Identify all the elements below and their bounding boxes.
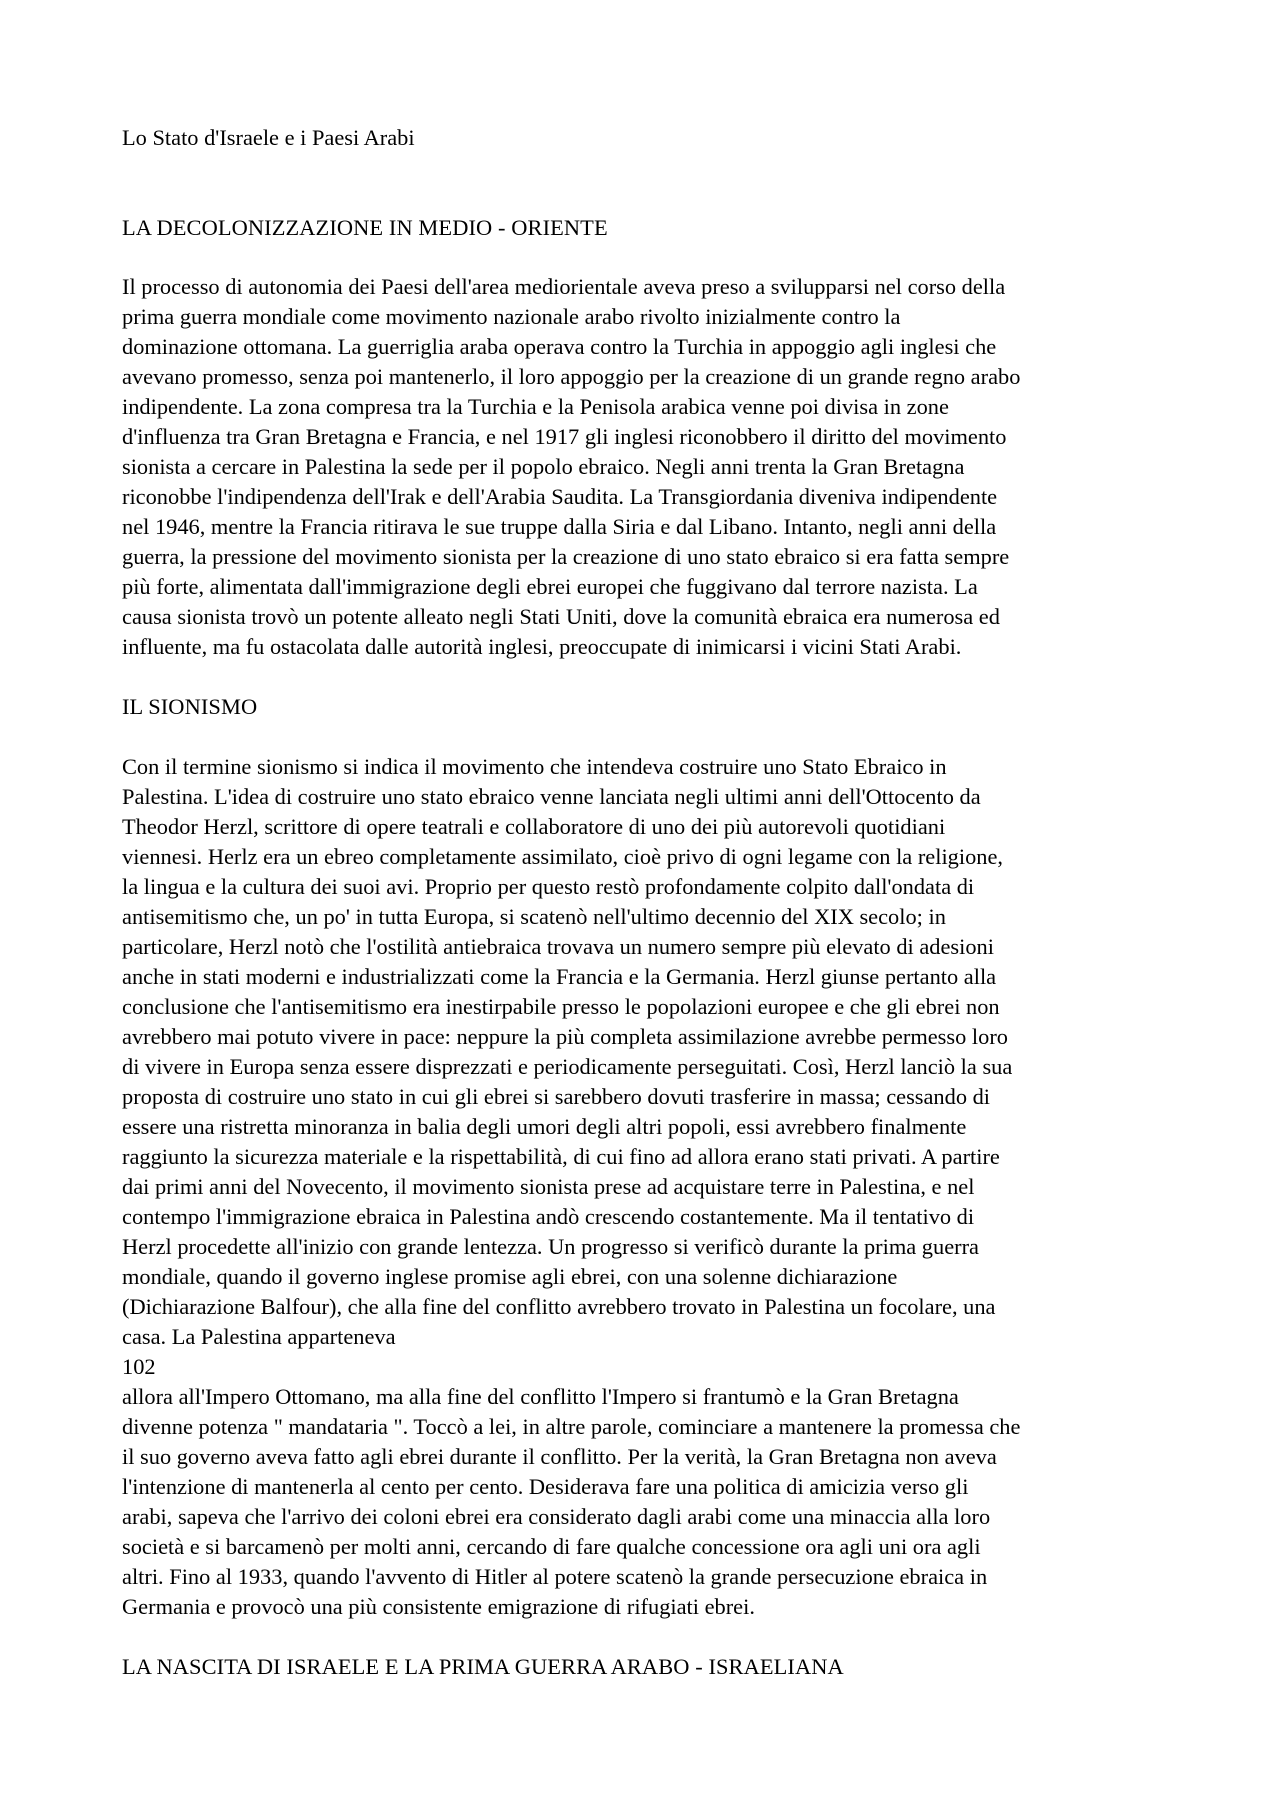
text-line: altri. Fino al 1933, quando l'avvento di Hitler al potere scatenò la grande persecuzione ebraica in [122,1564,988,1589]
title-text: Lo Stato d'Israele e i Paesi Arabi [122,125,415,150]
section-heading-sionismo [122,692,1167,722]
text-line: d'influenza tra Gran Bretagna e Francia, e nel 1917 gli inglesi riconobbero il diritto del movimento [122,424,1007,449]
text-line: (Dichiarazione Balfour), che alla fine del conflitto avrebbero trovato in Palestina un focolare, una [122,1294,996,1319]
text-line: influente, ma fu ostacolata dalle autorità inglesi, preoccupate di inimicarsi i vicini Stati Arabi. [122,634,962,659]
text-line: guerra, la pressione del movimento sionista per la creazione di uno stato ebraico si era fatta sempre [122,544,1010,569]
text-line: più forte, alimentata dall'immigrazione degli ebrei europei che fuggivano dal terrore nazista. La [122,574,978,599]
heading-text: LA DECOLONIZZAZIONE IN MEDIO - ORIENTE [122,215,608,240]
text-line: dominazione ottomana. La guerriglia araba operava contro la Turchia in appoggio agli inglesi che [122,334,997,359]
text-line: Germania e provocò una più consistente emigrazione di rifugiati ebrei. [122,1594,755,1619]
text-line: Herzl procedette all'inizio con grande lentezza. Un progresso si verificò durante la prima guerra [122,1234,979,1259]
page-number: 102 [122,1354,156,1379]
text-line: avrebbero mai potuto vivere in pace: neppure la più completa assimilazione avrebbe permesso loro [122,1024,1008,1049]
heading-text: LA NASCITA DI ISRAELE E LA PRIMA GUERRA ARABO - ISRAELIANA [122,1654,844,1679]
text-line: causa sionista trovò un potente alleato negli Stati Uniti, dove la comunità ebraica era numerosa ed [122,604,1000,629]
text-line: antisemitismo che, un po' in tutta Europa, si scatenò nell'ultimo decennio del XIX secolo; in [122,904,946,929]
text-line: la lingua e la cultura dei suoi avi. Proprio per questo restò profondamente colpito dall'ondata di [122,874,975,899]
text-line: viennesi. Herlz era un ebreo completamente assimilato, cioè privo di ogni legame con la religione, [122,844,1004,869]
section-heading-decolonizzazione [122,213,1167,243]
text-line: prima guerra mondiale come movimento nazionale arabo rivolto inizialmente contro la [122,304,901,329]
text-line: divenne potenza " mandataria ". Toccò a lei, in altre parole, cominciare a mantenere la promessa che [122,1414,1021,1439]
text-line: l'intenzione di mantenerla al cento per cento. Desiderava fare una politica di amicizia verso gli [122,1474,969,1499]
text-line: avevano promesso, senza poi mantenerlo, il loro appoggio per la creazione di un grande regno arabo [122,364,1021,389]
text-line: raggiunto la sicurezza materiale e la rispettabilità, di cui fino ad allora erano stati privati. A partire [122,1144,1000,1169]
paragraph-decolonizzazione [122,272,1167,662]
text-line: indipendente. La zona compresa tra la Turchia e la Penisola arabica venne poi divisa in zone [122,394,949,419]
text-line: particolare, Herzl notò che l'ostilità antiebraica trovava un numero sempre più elevato di adesioni [122,934,994,959]
text-line: conclusione che l'antisemitismo era inestirpabile presso le popolazioni europee e che gli ebrei non [122,994,1000,1019]
text-line: mondiale, quando il governo inglese promise agli ebrei, con una solenne dichiarazione [122,1264,898,1289]
text-line: contempo l'immigrazione ebraica in Palestina andò crescendo costantemente. Ma il tentativo di [122,1204,975,1229]
text-line: sionista a cercare in Palestina la sede per il popolo ebraico. Negli anni trenta la Gran Bretagna [122,454,965,479]
text-line: proposta di costruire uno stato in cui gli ebrei si sarebbero dovuti trasferire in massa; cessando di [122,1084,991,1109]
text-line: essere una ristretta minoranza in balia degli umori degli altri popoli, essi avrebbero finalmente [122,1114,967,1139]
paragraph-sionismo [122,752,1167,1622]
text-line: riconobbe l'indipendenza dell'Irak e dell'Arabia Saudita. La Transgiordania diveniva indipendente [122,484,998,509]
heading-text: IL SIONISMO [122,694,258,719]
text-line: allora all'Impero Ottomano, ma alla fine del conflitto l'Impero si frantumò e la Gran Bretagna [122,1384,959,1409]
text-line: il suo governo aveva fatto agli ebrei durante il conflitto. Per la verità, la Gran Bretagna non aveva [122,1444,997,1469]
text-line: di vivere in Europa senza essere disprezzati e periodicamente perseguitati. Così, Herzl lanciò la sua [122,1054,1013,1079]
text-line: società e si barcamenò per molti anni, cercando di fare qualche concessione ora agli uni ora agli [122,1534,981,1559]
section-heading-nascita-israele [122,1652,1167,1682]
text-line: Con il termine sionismo si indica il movimento che intendeva costruire uno Stato Ebraico in [122,754,947,779]
text-line: Palestina. L'idea di costruire uno stato ebraico venne lanciata negli ultimi anni dell'Ottocento da [122,784,981,809]
text-line: nel 1946, mentre la Francia ritirava le sue truppe dalla Siria e dal Libano. Intanto, negli anni della [122,514,997,539]
text-line: Il processo di autonomia dei Paesi dell'area mediorientale aveva preso a svilupparsi nel corso della [122,274,1006,299]
text-line: dai primi anni del Novecento, il movimento sionista prese ad acquistare terre in Palestina, e nel [122,1174,975,1199]
text-line: casa. La Palestina apparteneva [122,1324,396,1349]
document-title [122,123,1167,153]
text-line: anche in stati moderni e industrializzati come la Francia e la Germania. Herzl giunse pertanto alla [122,964,997,989]
text-line: arabi, sapeva che l'arrivo dei coloni ebrei era considerato dagli arabi come una minaccia alla loro [122,1504,991,1529]
text-line: Theodor Herzl, scrittore di opere teatrali e collaboratore di uno dei più autorevoli quotidiani [122,814,946,839]
